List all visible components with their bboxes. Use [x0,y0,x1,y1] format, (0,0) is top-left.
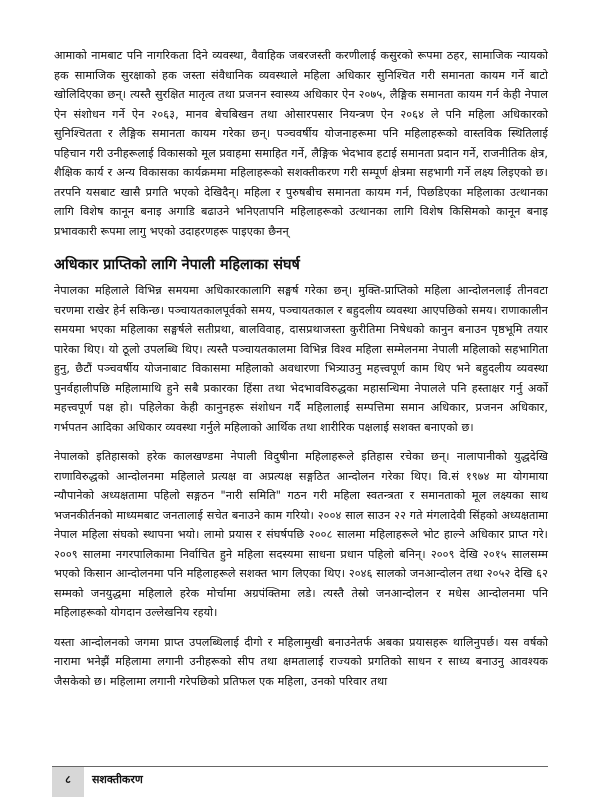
paragraph-investment: यस्ता आन्दोलनको जगमा प्राप्त उपलब्धिलाई दीगो र महिलामुखी बनाउनेतर्फ अबका प्रयासहरू थालिनुपर्छ। यस वर्षको नारामा भनेझैं महिलामा लगानी उनीहरूको सीप तथा क्षमतालाई राज्यको प्रगतिको साधन र साध्य बनाउनु आवश्यक जैसकेको छ। महिलामा लगानी गरेपछिको प्रतिफल एक महिला, उनको परिवार तथा [54,635,548,688]
paragraph-struggle-phases: नेपालका महिलाले विभिन्न समयमा अधिकारकालागि सङ्घर्ष गरेका छन्। मुक्ति-प्राप्तिको महिला आन्दोलनलाई तीनवटा चरणमा राखेर हेर्न सकिन्छ। पञ्चायतकालपूर्वको समय, पञ्चायतकाल र बहुदलीय व्यवस्था आएपछिको समय। राणाकालीन समयमा भएका महिलाका सङ्घर्षले सतीप्रथा, बालविवाह, दासप्रथाजस्ता कुरीतिमा निषेधको कानुन बनाउन पृष्ठभूमि तयार पारेका थिए। यो ठूलो उपलब्धि थिए। त्यस्तै पञ्चायतकालमा विभिन्न विश्व महिला सम्मेलनमा नेपाली महिलाको सहभागिता हुनु, छैटौं पञ्चवर्षीय योजनाबाट विकासमा महिलाको अवधारणा भित्र्याउनु महत्त्वपूर्ण काम थिए भने बहुदलीय व्यवस्था पुनर्वहालीपछि महिलामाथि हुने सबै प्रकारका हिंसा तथा भेदभावविरुद्धका महासन्धिमा नेपालले पनि हस्ताक्षर गर्नु अर्को महत्त्वपूर्ण पक्ष हो। पहिलेका केही कानुनहरू संशोधन गर्दै महिलालाई सम्पत्तिमा समान अधिकार, प्रजनन अधिकार, गर्भपतन आदिका अधिकार व्यवस्था गर्नुले महिलाको आर्थिक तथा शारीरिक पक्षलाई सशक्त बनाएको छ। [54,284,548,434]
journal-name: सशक्तीकरण [92,773,143,786]
page-number: ८ [65,773,71,786]
paragraph-rights-legislation: आमाको नामबाट पनि नागरिकता दिने व्यवस्था, वैवाहिक जबरजस्ती करणीलाई कसुरको रूपमा ठहर, सामाजिक न्यायको हक सामाजिक सुरक्षाको हक जस्ता संवैधानिक व्यवस्थाले महिला अधिकार सुनिश्चित गरी समानता कायम गर्ने बाटो खोलिदिएका छन्। त्यस्तै सुरक्षित मातृत्व तथा प्रजनन स्वास्थ्य अधिकार ऐन २०७५, लैङ्गिक समानता कायम गर्न केही नेपाल ऐन संशोधन गर्ने ऐन २०६३, मानव बेचबिखन तथा ओसारपसार नियन्त्रण ऐन २०६४ ले पनि महिला अधिकारको सुनिश्चितता र लैङ्गिक समानता कायम गरेका छन्। पञ्चवर्षीय योजनाहरूमा पनि महिलाहरूको वास्तविक स्थितिलाई पहिचान गरी उनीहरूलाई विकासको मूल प्रवाहमा समाहित गर्ने, लैङ्गिक भेदभाव हटाई समानता प्रदान गर्ने, राजनीतिक क्षेत्र, शैक्षिक कार्य र अन्य विकासका कार्यक्रममा महिलाहरूको सशक्तीकरण गरी सम्पूर्ण क्षेत्रमा सहभागी गर्ने लक्ष्य लिइएको छ। तरपनि यसबाट खासै प्रगति भएको देखिदैन्। महिला र पुरुषबीच समानता कायम गर्न, पिछडिएका महिलाका उत्थानका लागि विशेष कानून बनाइ अगाडि बढाउने भनिएतापनि महिलाहरूको उत्थानका लागि विशेष किसिमको कानून बनाइ प्रभावकारी रूपमा लागु भएको उदाहरणहरू पाइएका छैनन् [54,49,548,238]
article-body [54,46,548,701]
page-footer [0,758,600,800]
paragraph-history: नेपालको इतिहासको हरेक कालखण्डमा नेपाली विदुषीना महिलाहरूले इतिहास रचेका छन्। नालापानीको युद्धदेखि राणाविरुद्धको आन्दोलनमा महिलाले प्रत्यक्ष वा अप्रत्यक्ष सङ्गठित आन्दोलन गरेका थिए। वि.सं १९७४ मा योगमाया न्यौपानेको अध्यक्षतामा पहिलो सङ्गठन "नारी समिति" गठन गरी महिला स्वतन्त्रता र समानताको मूल लक्ष्यका साथ भजनकीर्तनको माध्यमबाट जनतालाई सचेत बनाउने काम गरियो। २००४ साल साउन २२ गते मंगलादेवी सिंहको अध्यक्षतामा नेपाल महिला संघको स्थापना भयो। लामो प्रयास र संघर्षपछि २००८ सालमा महिलाहरूले भोट हाल्ने अधिकार प्राप्त गरे। २००९ सालमा नगरपालिकामा निर्वाचित हुने महिला सदस्यमा साधना प्रधान पहिलो बनिन्। २००९ देखि २०१५ सालसम्म भएको किसान आन्दोलनमा पनि महिलाहरूले सशक्त भाग लिएका थिए। २०४६ सालको जनआन्दोलन तथा २०५२ देखि ६२ सम्मको जनयुद्धमा महिलाले हरेक मोर्चामा अग्रपंक्तिमा लडे। त्यस्तै तेस्रो जनआन्दोलन र मधेस आन्दोलनमा पनि महिलाहरूको योगदान उल्लेखनिय रहयो। [54,450,548,619]
section-heading: अधिकार प्राप्तिको लागि नेपाली महिलाका संघर्ष [54,257,300,273]
footer-divider [52,766,548,767]
